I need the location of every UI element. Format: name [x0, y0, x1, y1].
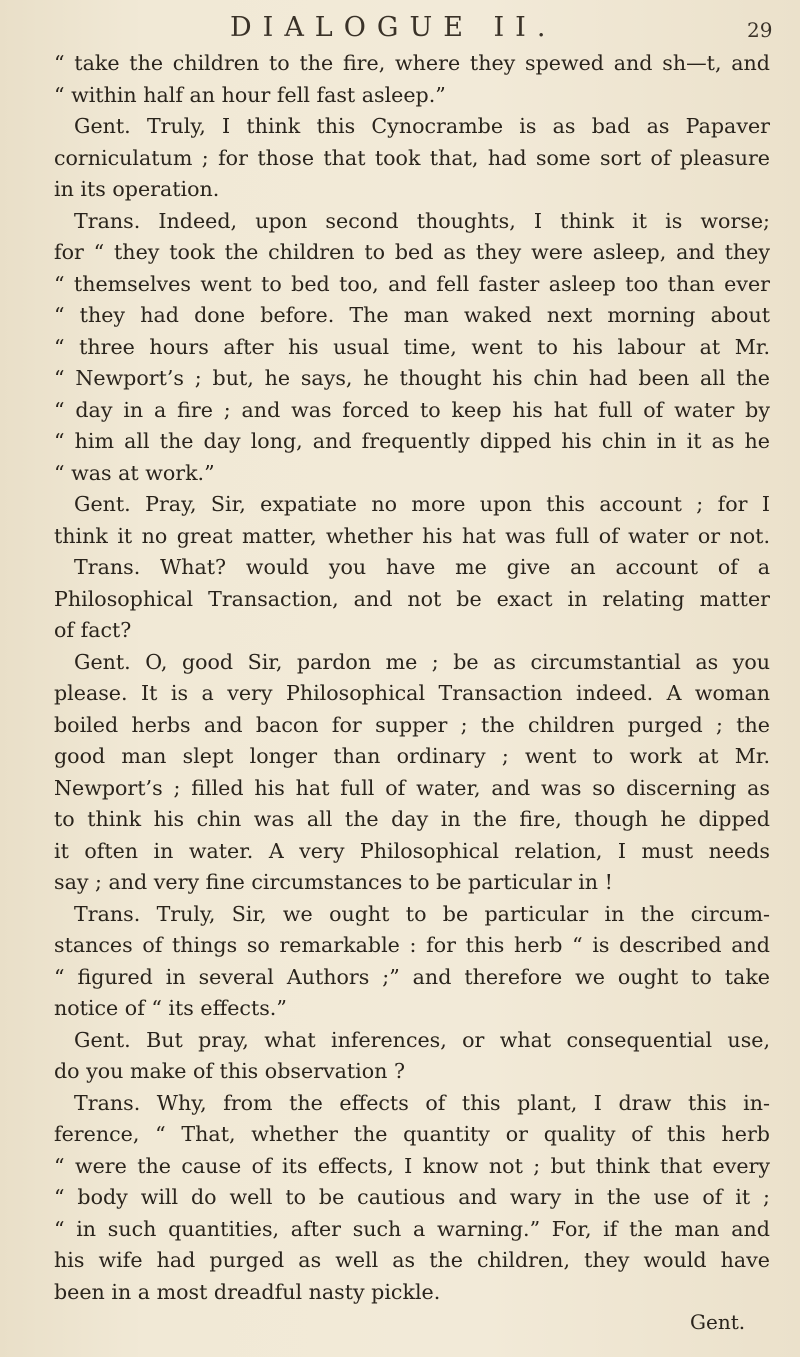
text-line: boiled herbs and bacon for supper ; the children purged ; the: [54, 712, 770, 737]
text-line: “ they had done before. The man waked next morning about: [54, 303, 770, 327]
text-line: for “ they took the children to bed as they were asleep, and they: [54, 240, 770, 264]
text-line: Newport’s ; filled his hat full of water, and was so discerning as: [54, 775, 770, 800]
text-line: his wife had purged as well as the children, they would have: [54, 1248, 770, 1272]
catchword: Gent.: [690, 1310, 746, 1334]
text-line: stances of things so remarkable : for this herb “ is described and: [54, 933, 770, 957]
text-line: Gent. O, good Sir, pardon me ; be as circumstantial as you: [74, 649, 770, 674]
text-line: to think his chin was all the day in the fire, though he dipped: [54, 807, 770, 831]
text-line: in its operation.: [54, 177, 220, 201]
text-line: been in a most dreadful nasty pickle.: [54, 1279, 441, 1304]
text-line: “ themselves went to bed too, and fell faster asleep too than ever: [54, 271, 770, 296]
text-line: “ in such quantities, after such a warning.” For, if the man and: [54, 1216, 770, 1241]
text-line: “ body will do well to be cautious and wary in the use of it ;: [54, 1185, 770, 1209]
text-line: “ three hours after his usual time, went to his labour at Mr.: [54, 334, 770, 359]
text-line: “ within half an hour fell fast asleep.”: [54, 82, 446, 107]
text-line: of fact?: [54, 618, 132, 642]
text-line: ference, “ That, whether the quantity or quality of this herb: [54, 1122, 770, 1146]
text-line: “ him all the day long, and frequently dipped his chin in it as he: [54, 429, 770, 453]
text-line: it often in water. A very Philosophical relation, I must needs: [54, 838, 770, 863]
text-line: Trans. What? would you have me give an account of a: [74, 555, 770, 579]
text-line: say ; and very fine circumstances to be particular in !: [54, 870, 613, 894]
body-text: [54, 48, 770, 1308]
text-line: good man slept longer than ordinary ; went to work at Mr.: [54, 744, 770, 768]
text-line: “ was at work.”: [54, 460, 215, 485]
text-line: “ day in a fire ; and was forced to keep his hat full of water by: [54, 397, 770, 422]
text-line: Gent. Truly, I think this Cynocrambe is as bad as Papaver: [74, 114, 770, 138]
text-line: please. It is a very Philosophical Transaction indeed. A woman: [54, 681, 770, 705]
text-line: Trans. Indeed, upon second thoughts, I think it is worse;: [74, 208, 770, 233]
text-line: “ were the cause of its effects, I know not ; but think that every: [54, 1153, 770, 1178]
running-head-title: DIALOGUE II.: [230, 12, 557, 43]
running-head: [0, 6, 800, 46]
page-number: 29: [747, 18, 773, 42]
text-line: Trans. Truly, Sir, we ought to be particular in the circum-: [74, 901, 770, 926]
text-line: notice of “ its effects.”: [54, 996, 287, 1020]
text-line: corniculatum ; for those that took that, had some sort of pleasure: [54, 145, 770, 170]
text-line: Gent. Pray, Sir, expatiate no more upon this account ; for I: [74, 492, 770, 516]
text-line: “ take the children to the fire, where they spewed and sh—t, and: [54, 51, 770, 75]
text-line: “ figured in several Authors ;” and therefore we ought to take: [54, 964, 770, 989]
text-line: Philosophical Transaction, and not be exact in relating matter: [54, 586, 770, 611]
text-line: do you make of this observation ?: [54, 1059, 405, 1083]
text-line: “ Newport’s ; but, he says, he thought his chin had been all the: [54, 366, 770, 390]
text-line: think it no great matter, whether his hat was full of water or not.: [54, 523, 770, 548]
text-line: Trans. Why, from the effects of this plant, I draw this in-: [74, 1090, 770, 1115]
text-line: Gent. But pray, what inferences, or what consequential use,: [74, 1027, 770, 1052]
